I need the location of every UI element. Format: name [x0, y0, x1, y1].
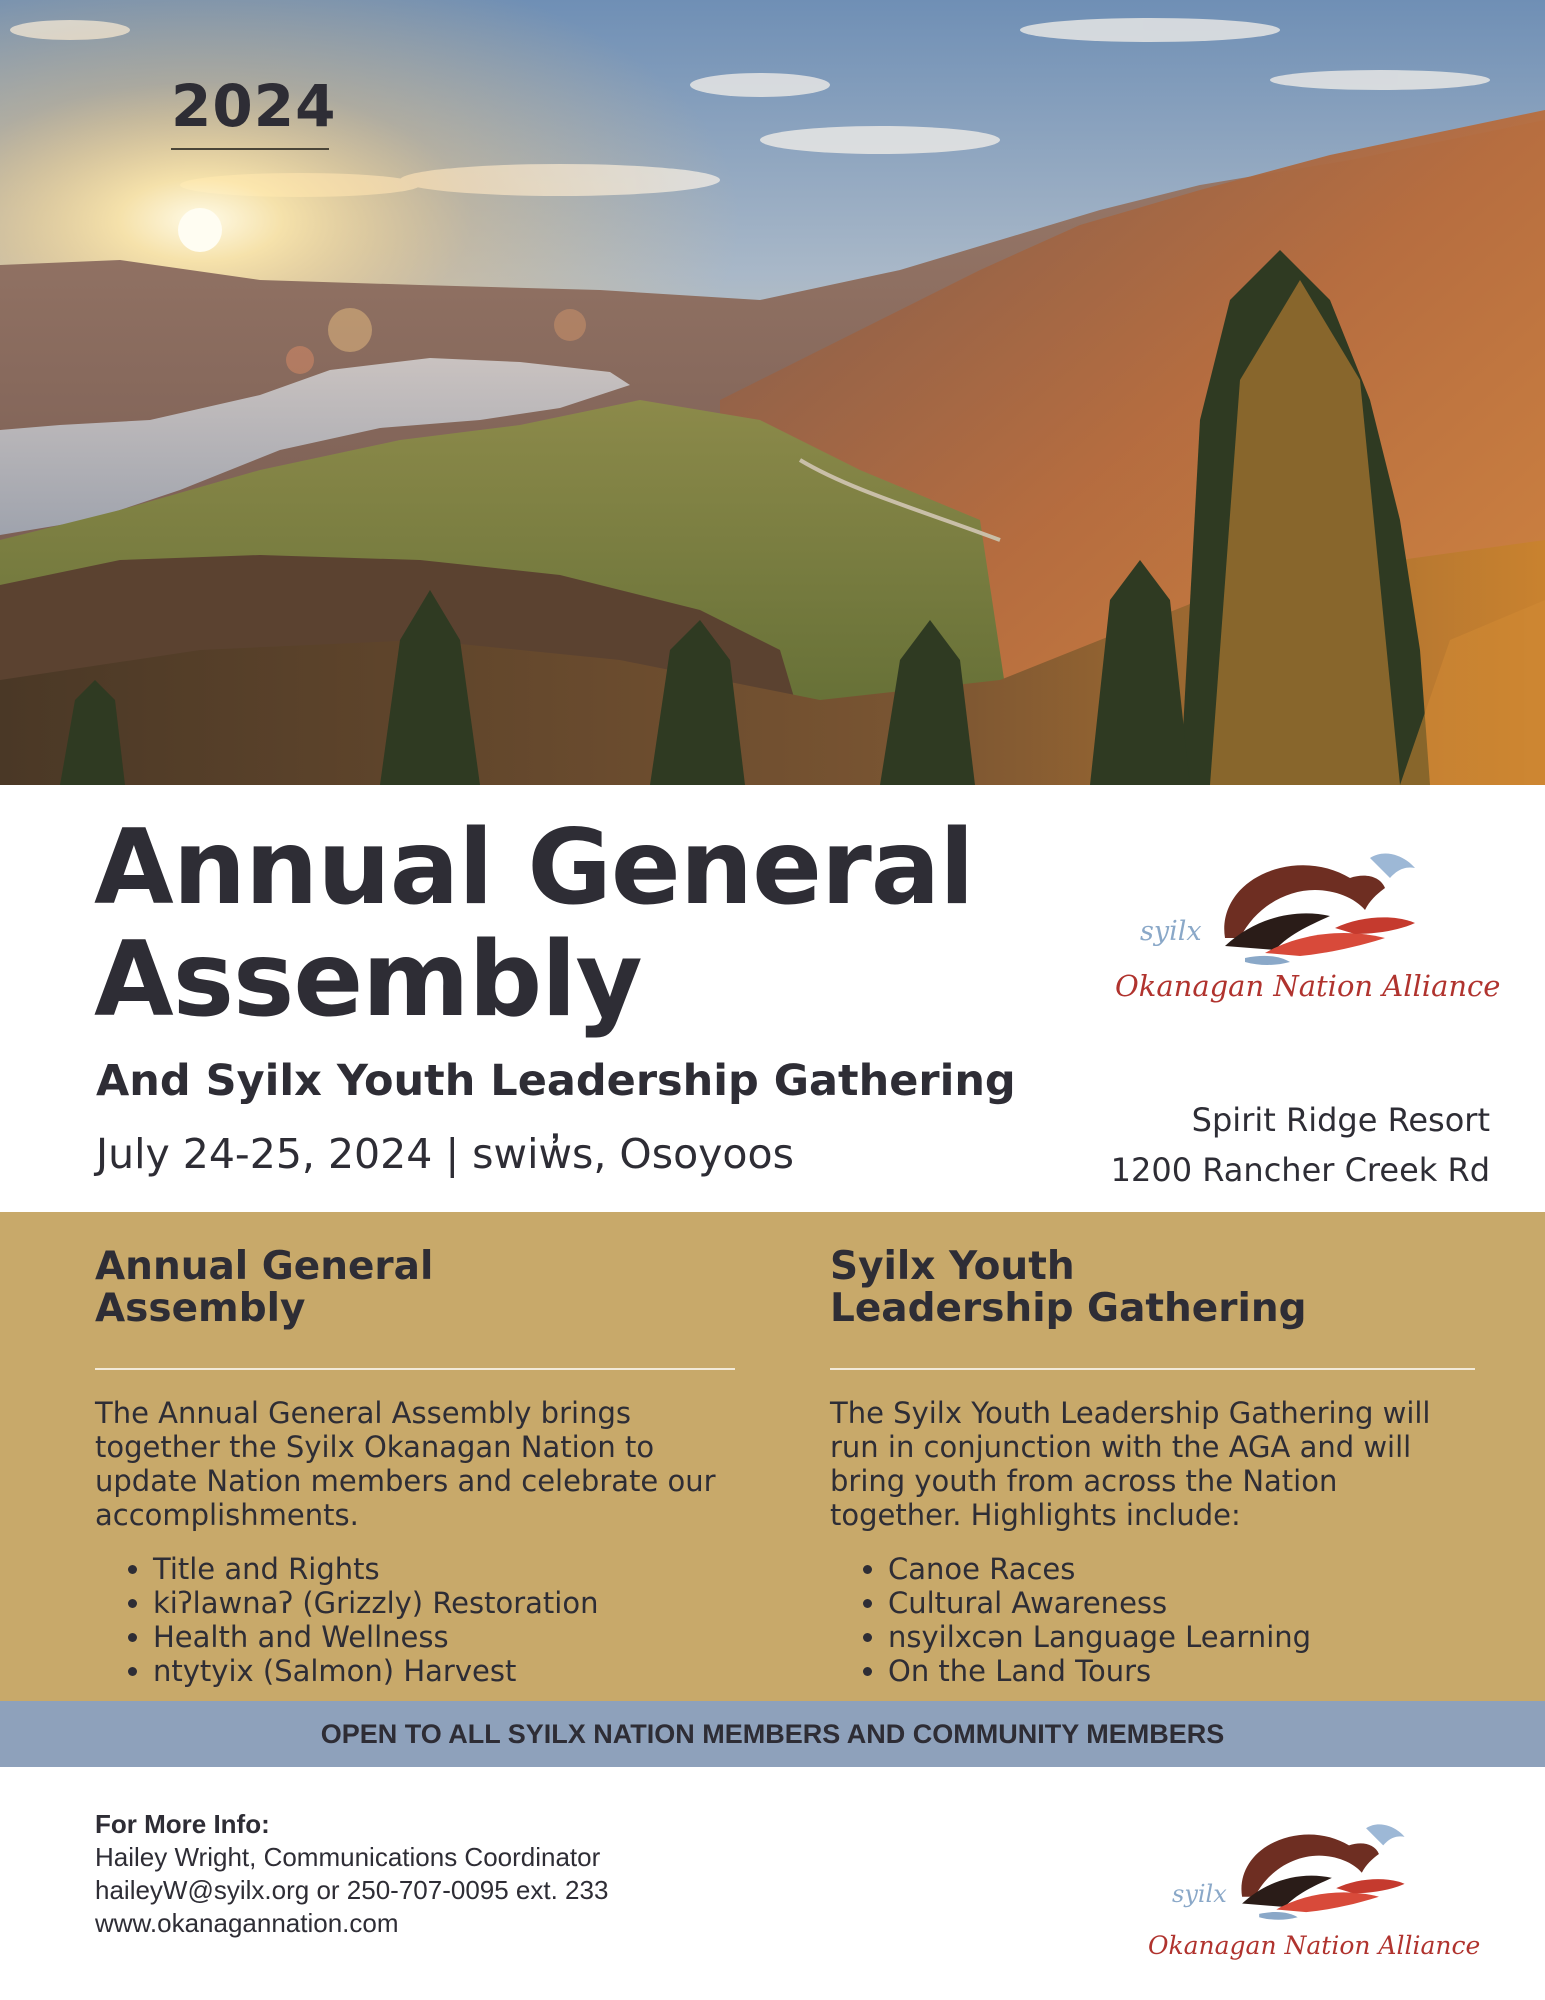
aga-divider [95, 1368, 735, 1370]
list-item: • nsyilxcən Language Learning [888, 1620, 1475, 1654]
youth-heading-line2: Leadership Gathering [830, 1286, 1307, 1331]
program-section [0, 1212, 1545, 1701]
venue-address: 1200 Rancher Creek Rd [1110, 1151, 1490, 1189]
aga-heading [95, 1246, 735, 1330]
ona-logo-footer [1148, 1800, 1481, 1960]
event-title-line2: Assembly [94, 920, 642, 1040]
list-item: • Cultural Awareness [888, 1586, 1475, 1620]
logo-wordmark: syilx [1140, 916, 1202, 947]
year-label: 2024 [171, 72, 337, 140]
list-item: • ntytyix (Salmon) Harvest [153, 1654, 735, 1688]
list-item: • kiʔlawnaʔ (Grizzly) Restoration [153, 1586, 735, 1620]
aga-topic-list [95, 1552, 735, 1688]
contact-website-link[interactable]: www.okanagannation.com [95, 1908, 399, 1938]
logo-org-name: Okanagan Nation Alliance [1115, 969, 1501, 1003]
logo-wordmark: syilx [1172, 1880, 1227, 1908]
list-item: • Title and Rights [153, 1552, 735, 1586]
youth-column [830, 1212, 1475, 1688]
youth-description: The Syilx Youth Leadership Gathering will run in conjunction with the AGA and will bring youth from across the Nation together. Highlights include: [830, 1396, 1431, 1532]
list-item: • On the Land Tours [888, 1654, 1475, 1688]
youth-divider [830, 1368, 1475, 1370]
aga-heading-line2: Assembly [95, 1286, 306, 1331]
event-date-location: July 24-25, 2024 | swiw̓s, Osoyoos [96, 1130, 794, 1178]
youth-highlight-list [830, 1552, 1475, 1688]
event-title-line1: Annual General [94, 808, 974, 928]
aga-heading-line1: Annual General [95, 1244, 434, 1289]
bear-salmon-icon [1115, 828, 1495, 968]
event-subtitle: And Syilx Youth Leadership Gathering [96, 1056, 1016, 1106]
contact-email-phone[interactable]: haileyW@syilx.org or 250-707-0095 ext. 233 [95, 1875, 609, 1905]
venue [1111, 1095, 1490, 1195]
contact-info [95, 1808, 608, 1940]
list-item: • Canoe Races [888, 1552, 1475, 1586]
youth-heading-line1: Syilx Youth [830, 1244, 1075, 1289]
aga-column [95, 1212, 735, 1688]
venue-name: Spirit Ridge Resort [1191, 1101, 1490, 1139]
open-to-all-banner: OPEN TO ALL SYILX NATION MEMBERS AND COMMUNITY MEMBERS [0, 1701, 1545, 1767]
youth-heading [830, 1246, 1475, 1330]
ona-logo [1115, 828, 1501, 1003]
contact-label: For More Info: [95, 1809, 270, 1839]
event-title [94, 808, 974, 1040]
contact-name: Hailey Wright, Communications Coordinator [95, 1842, 601, 1872]
aga-description: The Annual General Assembly brings together the Syilx Okanagan Nation to update Nation members and celebrate our accomplishments. [95, 1396, 716, 1532]
list-item: • Health and Wellness [153, 1620, 735, 1654]
logo-org-name: Okanagan Nation Alliance [1148, 1931, 1481, 1960]
year-underline [171, 148, 329, 150]
